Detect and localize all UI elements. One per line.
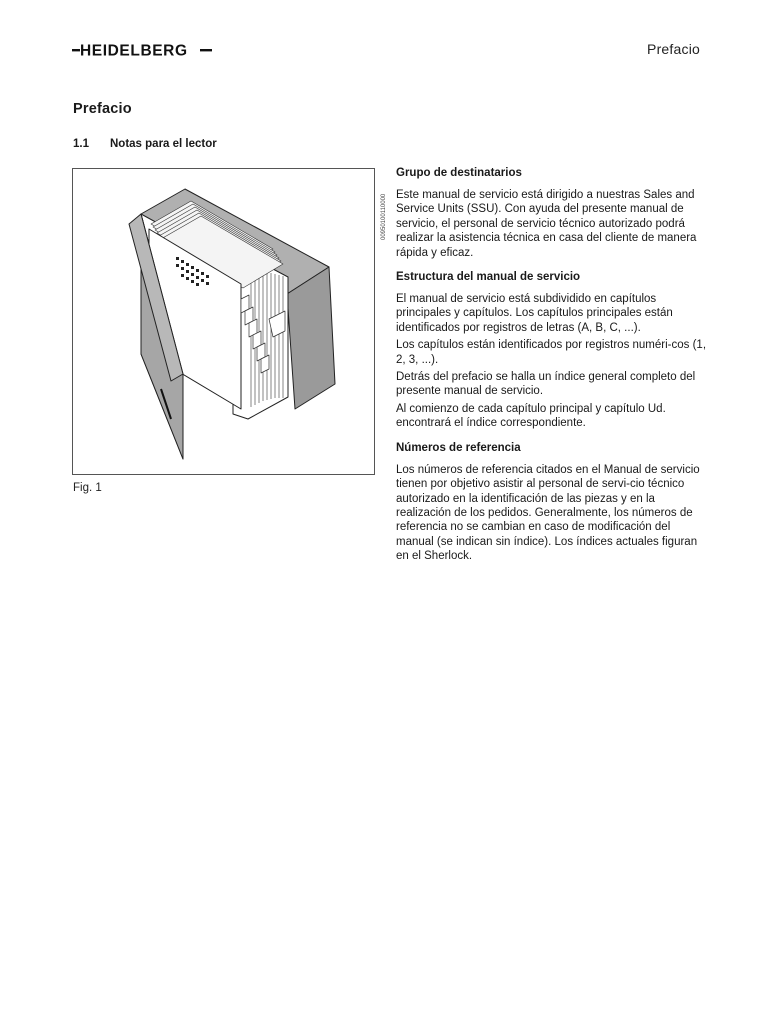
paragraph: Este manual de servicio está dirigido a nuestras Sales and Service Units (SSU). Con ayuda del presente manual de servicio, el personal de servicio técnico autorizado podrá realizar la asistencia técnica en casa del cliente de manera rápida y eficaz. <box>396 189 697 259</box>
section-title: Notas para el lector <box>110 138 217 150</box>
structure-block <box>396 270 708 431</box>
figure-frame <box>72 168 375 475</box>
figure-code-label <box>378 170 388 240</box>
page-title: Prefacio <box>73 101 132 117</box>
target-group-block <box>396 166 708 260</box>
section-number: 1.1 <box>73 138 89 150</box>
target-group-heading: Grupo de destinatarios <box>396 167 522 179</box>
structure-heading: Estructura del manual de servicio <box>396 271 581 284</box>
paragraph: El manual de servicio está subdividido en capítulos principales y capítulos. Los capítulos principales están identificados por registros de letras (A, B, C, ...). <box>396 293 673 334</box>
paragraph: Detrás del prefacio se halla un índice general completo del presente manual de servicio. <box>396 371 696 398</box>
figure-caption: Fig. 1 <box>73 482 102 494</box>
reference-numbers-heading: Números de referencia <box>396 441 521 454</box>
header-title: Prefacio <box>647 41 700 57</box>
paragraph: Los números de referencia citados en el Manual de servicio tienen por objetivo asistir al personal de servi-cio técnico autorizado en la identificación de las piezas y en la realización de los pedidos. Generalmente, los números de referencia no se cambian en caso de modificación del manual (se indican sin índice). Los índices actuales figuran en el Sherlock. <box>396 463 700 563</box>
reference-numbers-block <box>396 441 708 564</box>
svg-text:00950100110000: 00950100110000 <box>381 193 387 240</box>
heidelberg-logo <box>72 39 214 61</box>
paragraph: Al comienzo de cada capítulo principal y capítulo Ud. encontrará el índice correspondiente. <box>396 402 666 430</box>
svg-text:HEIDELBERG: HEIDELBERG <box>80 42 188 60</box>
manual-binder-illustration-icon <box>73 169 374 474</box>
text-column <box>396 166 708 574</box>
paragraph: Los capítulos están identificados por registros numéri-cos (1, 2, 3, ...). <box>396 339 707 366</box>
